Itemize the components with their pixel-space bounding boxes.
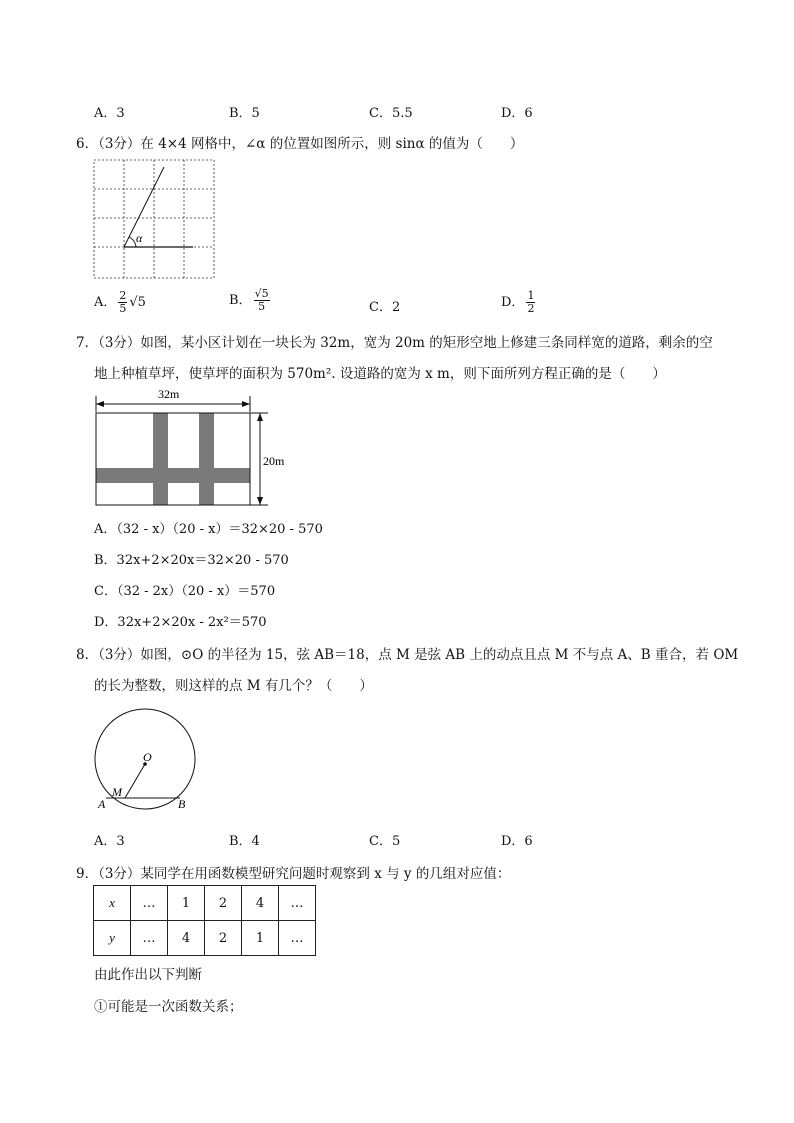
q6-b-num: √5 <box>254 287 269 300</box>
q7-width-label: 20m <box>263 454 285 468</box>
q8-label-o: O <box>143 750 152 764</box>
q7-stem-line1: 7．（3分）如图，某小区计划在一块长为 32m，宽为 20m 的矩形空地上修建三条同样宽的道路，剩余的空 <box>76 335 713 351</box>
table-row <box>94 921 316 956</box>
q9-item-1: ①可能是一次函数关系； <box>94 999 243 1015</box>
table-cell: … <box>131 886 168 921</box>
q9-after-text: 由此作出以下判断 <box>94 967 202 983</box>
q6-d-num: 1 <box>527 289 535 302</box>
q6-a-tail: √5 <box>129 295 146 310</box>
q7-option-d: D．32x+2×20x - 2x²＝570 <box>94 615 267 630</box>
q6-option-d-label: D． <box>501 295 525 310</box>
q5-option-c: C．5.5 <box>369 106 413 121</box>
q6-stem: 6．（3分）在 4×4 网格中，∠α 的位置如图所示，则 sinα 的值为（ ） <box>76 136 524 152</box>
q6-option-b <box>229 288 272 313</box>
table-cell: x <box>94 886 131 921</box>
table-cell: 1 <box>168 886 205 921</box>
table-cell: … <box>131 921 168 956</box>
q6-option-a <box>94 290 146 315</box>
q7-stem-line2: 地上种植草坪，使草坪的面积为 570m². 设道路的宽为 x m，则下面所列方程正确的是（ ） <box>94 366 666 382</box>
q6-angle-label: α <box>136 231 143 245</box>
q7-option-a: A．（32 - x）（20 - x）＝32×20 - 570 <box>94 522 323 537</box>
q6-a-num: 2 <box>119 289 127 302</box>
q8-label-m: M <box>112 785 122 799</box>
q8-label-a: A <box>98 797 106 811</box>
table-cell: 1 <box>242 921 279 956</box>
q8-stem-line1: 8．（3分）如图，⊙O 的半径为 15，弦 AB＝18，点 M 是弦 AB 上的动点且点 M 不与点 A、B 重合，若 OM <box>76 647 739 663</box>
table-row <box>94 886 316 921</box>
q6-option-b-label: B． <box>229 293 252 308</box>
table-cell: … <box>279 886 316 921</box>
q6-option-d <box>501 290 537 315</box>
q8-option-b: B．4 <box>229 834 260 849</box>
q6-a-den: 5 <box>119 302 127 315</box>
table-cell: 2 <box>205 886 242 921</box>
q6-grid-figure <box>92 158 216 280</box>
q9-stem: 9．（3分）某同学在用函数模型研究问题时观察到 x 与 y 的几组对应值： <box>76 866 511 882</box>
table-cell: … <box>279 921 316 956</box>
q6-option-c: C．2 <box>369 300 401 315</box>
table-cell: 4 <box>242 886 279 921</box>
table-cell: 4 <box>168 921 205 956</box>
q5-option-d: D．6 <box>501 106 533 121</box>
q8-circle-figure <box>92 704 202 814</box>
q8-option-a: A．3 <box>94 834 125 849</box>
table-cell: y <box>94 921 131 956</box>
q8-label-b: B <box>178 797 186 811</box>
q6-option-a-label: A． <box>94 295 117 310</box>
q7-option-b: B．32x+2×20x＝32×20 - 570 <box>94 553 289 568</box>
q7-option-c: C．（32 - 2x）（20 - x）＝570 <box>94 584 276 599</box>
q8-option-d: D．6 <box>501 834 533 849</box>
q6-d-den: 2 <box>527 302 535 315</box>
q7-length-label: 32m <box>158 387 180 401</box>
q9-value-table <box>93 885 316 956</box>
q5-option-a: A．3 <box>94 106 125 121</box>
q8-option-c: C．5 <box>369 834 401 849</box>
table-cell: 2 <box>205 921 242 956</box>
q7-field-figure <box>92 386 298 510</box>
q8-stem-line2: 的长为整数，则这样的点 M 有几个？（ ） <box>94 678 373 694</box>
q6-b-den: 5 <box>258 300 266 313</box>
q5-option-b: B．5 <box>229 106 260 121</box>
